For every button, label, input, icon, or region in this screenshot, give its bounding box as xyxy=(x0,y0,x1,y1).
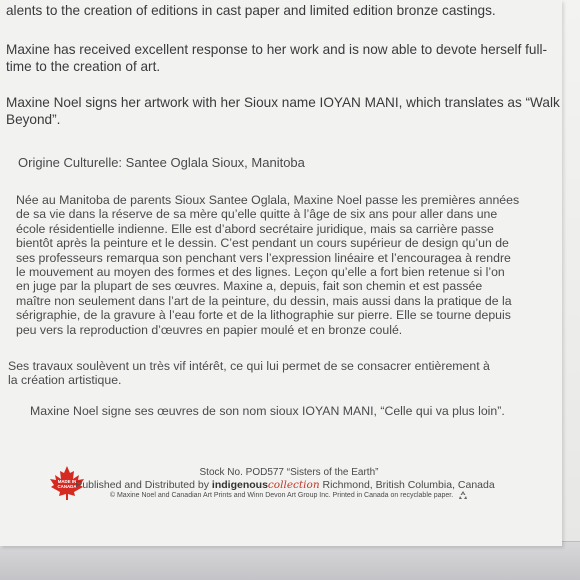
brand-logo-main: indigenous xyxy=(211,479,268,491)
french-origin-text: Origine Culturelle: Santee Oglala Sioux, Manitoba xyxy=(18,155,305,170)
french-body-line: en juge par la plupart de ses œuvres. Maxine a, depuis, fait son chemin et est passée xyxy=(16,279,483,294)
english-p1: alents to the creation of editions in cast paper and limited edition bronze castings. xyxy=(6,3,496,18)
french-body-line: sérigraphie, de la gravure à l’eau forte et de la lithographie sur pierre. Elle se tourne depuis xyxy=(16,308,511,323)
french-body-line: Née au Manitoba de parents Sioux Santee Oglala, Maxine Noel passe les premières années xyxy=(16,193,520,207)
stock-number xyxy=(8,467,570,478)
french-p2-line2: la création artistique. xyxy=(8,373,122,388)
french-paragraph-3 xyxy=(30,404,570,418)
english-p3-line1: Maxine Noel signs her artwork with her Sioux name IOYAN MANI, which translates as “Walk xyxy=(6,95,560,110)
leaf-text-line2: CANADA xyxy=(57,484,77,489)
french-paragraph-2 xyxy=(8,359,548,388)
recycle-icon xyxy=(458,490,468,500)
copyright-line xyxy=(8,490,570,500)
frame-bottom-edge xyxy=(0,541,580,580)
french-body-line: peu vers la reproduction d’œuvres en papier moulé et en bronze coulé. xyxy=(16,322,403,337)
french-body-line: bientôt après la peinture et le dessin. C’est pendant un cours supérieur de design qu’un de xyxy=(16,236,509,251)
french-p3: Maxine Noel signe ses œuvres de son nom sioux IOYAN MANI, “Celle qui va plus loin”. xyxy=(30,404,505,418)
stock-text: Stock No. POD577 “Sisters of the Earth” xyxy=(199,467,379,478)
french-body-line: ses professeurs remarqua son penchant vers l’expression linéaire et l’encouragea à rendre xyxy=(16,250,511,265)
published-suffix: Richmond, British Columbia, Canada xyxy=(322,479,495,491)
french-body-line: le mouvement au moyen des formes et des lignes. Leçon qu’elle a fort bien retenue si l’on xyxy=(16,265,505,280)
french-body-line: de sa vie dans la réserve de sa mère qu’elle quitte à l’âge de six ans pour aller dans une xyxy=(16,207,498,222)
english-paragraph-1 xyxy=(6,2,566,19)
english-paragraph-3 xyxy=(6,94,566,128)
leaf-text-line1: MADE IN xyxy=(57,479,77,484)
french-p2-line1: Ses travaux soulèvent un très vif intérêt, ce qui lui permet de se consacrer entièrement à xyxy=(8,359,490,373)
english-p3-line2: Beyond”. xyxy=(6,112,61,127)
copyright-text: © Maxine Noel and Canadian Art Prints and Winn Devon Art Group Inc. Printed in Canada on recyclable paper. xyxy=(109,491,454,499)
english-p2-line2: time to the creation of art. xyxy=(6,59,161,74)
french-body-line: maître non seulement dans l’art de la peinture, du dessin, mais aussi dans la pratique de la xyxy=(16,293,512,308)
brand-logo-script: collection xyxy=(267,479,320,491)
english-paragraph-2 xyxy=(6,41,566,75)
french-body-line: école résidentielle indienne. Elle est d’abord secrétaire juridique, mais sa carrière passe xyxy=(16,221,494,236)
french-body xyxy=(16,193,556,337)
published-prefix: Published and Distributed by xyxy=(75,479,209,491)
english-p2-line1: Maxine has received excellent response to her work and is now able to devote herself full- xyxy=(6,42,548,57)
french-origin xyxy=(18,156,558,170)
